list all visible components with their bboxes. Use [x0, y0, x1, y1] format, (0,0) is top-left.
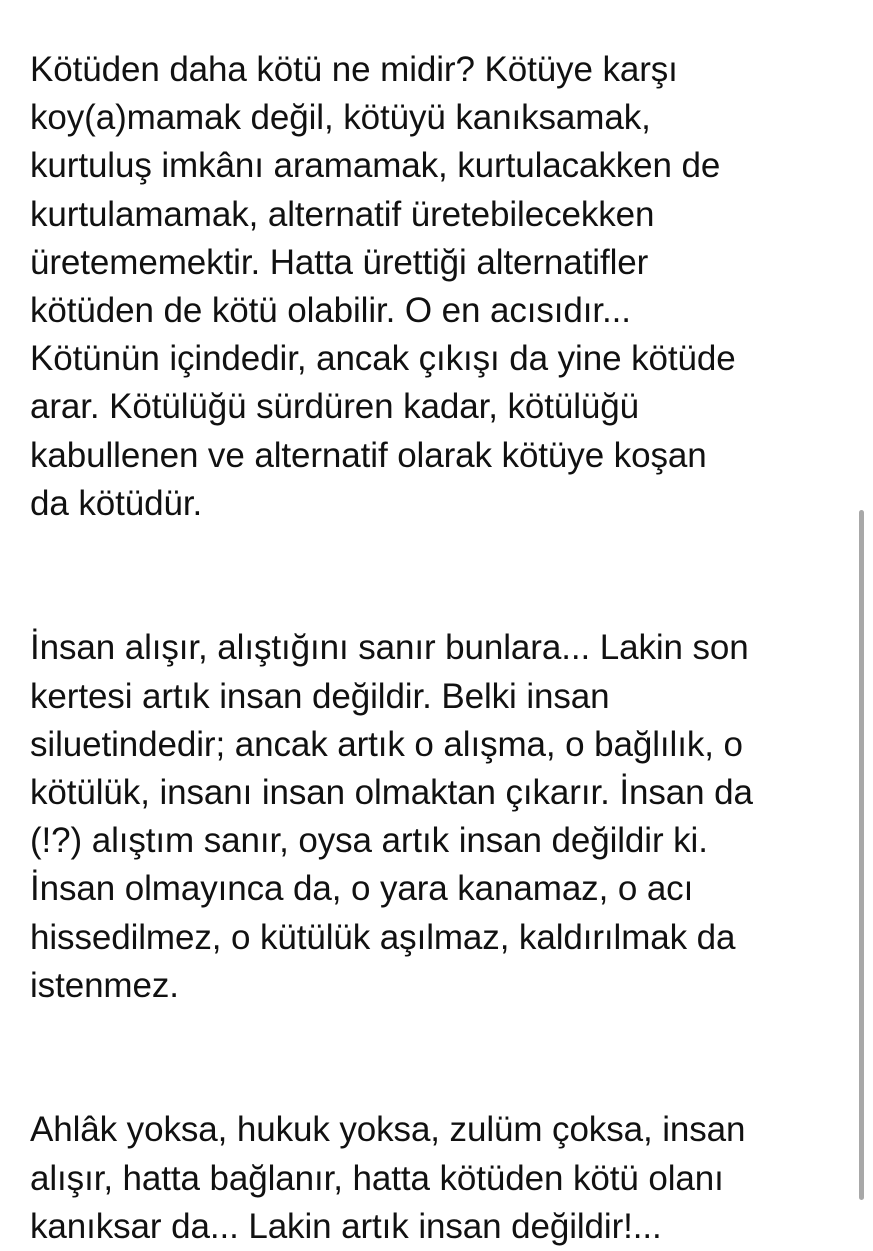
text-line: kertesi artık insan değildir. Belki insan — [30, 676, 610, 716]
text-line: Kötünün içindedir, ancak çıkışı da yine kötüde — [30, 339, 736, 379]
text-line: arar. Kötülüğü sürdüren kadar, kötülüğü — [30, 387, 640, 427]
paragraph-2 — [30, 624, 850, 1010]
text-line: istenmez. — [30, 965, 179, 1005]
paragraph-gap — [30, 528, 850, 624]
text-line: (!?) alıştım sanır, oysa artık insan değildir ki. — [30, 821, 708, 861]
text-line: İnsan olmayınca da, o yara kanamaz, o acı — [30, 869, 694, 909]
text-line: siluetindedir; ancak artık o alışma, o bağlılık, o — [30, 724, 743, 764]
text-line: Ahlâk yoksa, hukuk yoksa, zulüm çoksa, insan — [30, 1110, 746, 1150]
paragraph-3 — [30, 1106, 850, 1251]
text-line: kurtulamamak, alternatif üretebilecekken — [30, 194, 655, 234]
text-line: İnsan alışır, alıştığını sanır bunlara... Lakin son — [30, 628, 749, 668]
paragraph-1 — [30, 46, 850, 528]
text-line: Kötüden daha kötü ne midir? Kötüye karşı — [30, 50, 678, 89]
text-line: üretememektir. Hatta ürettiği alternatifler — [30, 242, 649, 282]
note-body — [30, 46, 850, 1251]
text-line: hissedilmez, o kütülük aşılmaz, kaldırılmak da — [30, 917, 736, 957]
vertical-scrollbar[interactable] — [859, 510, 864, 1200]
text-line: alışır, hatta bağlanır, hatta kötüden kötü olanı — [30, 1158, 724, 1198]
paragraph-gap — [30, 1010, 850, 1106]
text-line: da kötüdür. — [30, 483, 203, 523]
text-line: kanıksar da... Lakin artık insan değildir!... — [30, 1206, 662, 1246]
text-line: kötüden de kötü olabilir. O en acısıdır... — [30, 291, 631, 331]
text-line: kurtuluş imkânı aramamak, kurtulacakken de — [30, 146, 721, 186]
text-line: kötülük, insanı insan olmaktan çıkarır. İnsan da — [30, 773, 753, 813]
text-line: koy(a)mamak değil, kötüyü kanıksamak, — [30, 98, 651, 138]
text-line: kabullenen ve alternatif olarak kötüye koşan — [30, 435, 707, 475]
